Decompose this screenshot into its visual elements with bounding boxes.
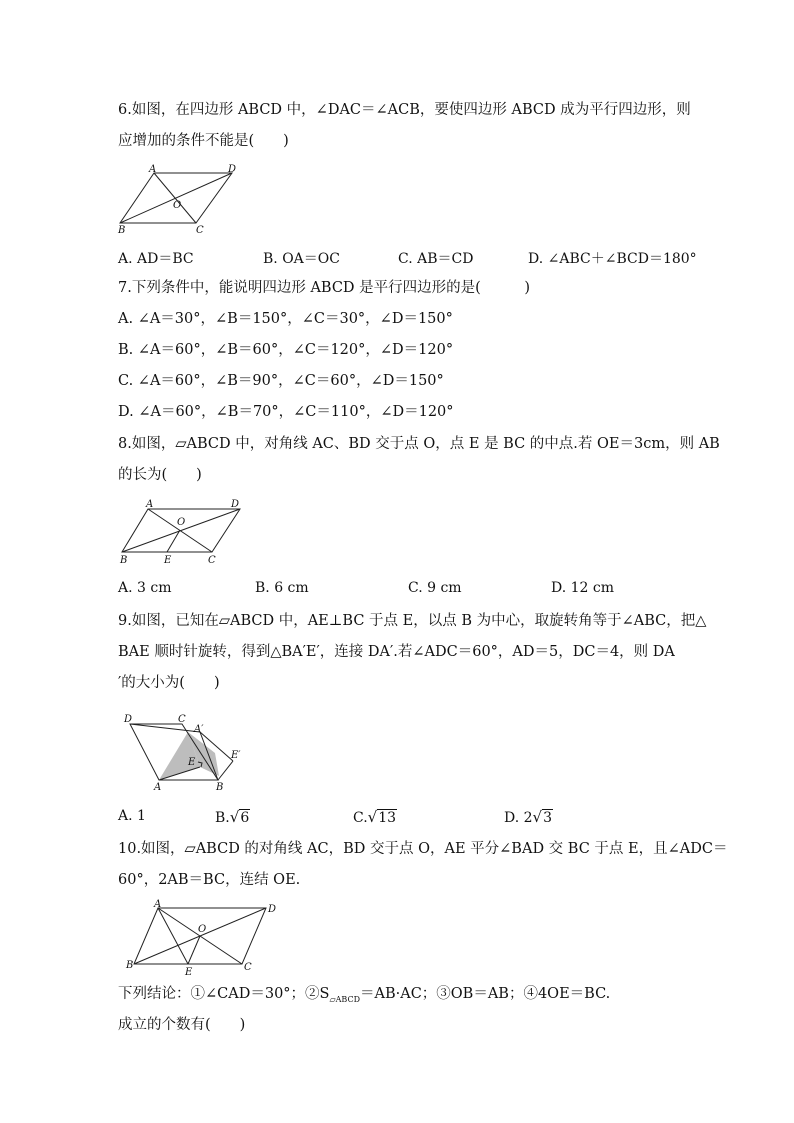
q9-option-c-radicand: 13: [378, 810, 397, 826]
q9-label-a: A: [154, 782, 162, 793]
q9-stem-line3: ′的大小为( ): [118, 675, 220, 691]
q10-conclusions-post: ＝AB·AC；③OB＝AB；④4OE＝BC.: [359, 986, 611, 1002]
q7-option-c: C. ∠A＝60°，∠B＝90°，∠C＝60°，∠D＝150°: [118, 373, 444, 389]
q8-label-a: A: [146, 499, 154, 510]
q10-stem-line2: 60°，2AB＝BC，连结 OE.: [118, 872, 301, 888]
q8-option-a: A. 3 cm: [118, 580, 172, 596]
q9-option-a: A. 1: [118, 808, 146, 824]
q9-option-d-radical: √3: [532, 808, 553, 826]
q9-label-c: C: [178, 714, 186, 725]
q8-option-d: D. 12 cm: [551, 580, 615, 596]
q10-label-e: E: [185, 967, 193, 978]
q9-label-e: E: [188, 757, 196, 768]
q6-option-b: B. OA＝OC: [263, 251, 340, 267]
q9-stem-line2: BAE 顺时针旋转，得到△BA′E′，连接 DA′.若∠ADC＝60°，AD＝5，DC＝4，则 DA: [118, 644, 675, 660]
q8-figure: [116, 497, 251, 569]
q9-label-e-prime: E′: [231, 750, 241, 761]
q7-stem: 7.下列条件中，能说明四边形 ABCD 是平行四边形的是( ): [118, 280, 530, 296]
q10-label-o: O: [198, 924, 207, 935]
q8-stem-line1: 8.如图，▱ABCD 中，对角线 AC、BD 交于点 O，点 E 是 BC 的中点.若 OE＝3cm，则 AB: [118, 436, 720, 452]
q6-label-a: A: [149, 164, 157, 175]
q7-option-d: D. ∠A＝60°，∠B＝70°，∠C＝110°，∠D＝120°: [118, 404, 454, 420]
q9-option-c-radical: √13: [367, 808, 397, 826]
q8-option-c: C. 9 cm: [408, 580, 462, 596]
q9-option-d-radicand: 3: [543, 810, 553, 826]
q9-figure: [116, 710, 246, 798]
q6-option-a: A. AD＝BC: [118, 251, 194, 267]
q7-option-a: A. ∠A＝30°，∠B＝150°，∠C＝30°，∠D＝150°: [118, 311, 453, 327]
q9-option-d-prefix: D. 2: [504, 810, 533, 826]
q10-figure: [116, 896, 286, 978]
q8-label-o: O: [177, 517, 186, 528]
q10-conclusions-pre: 下列结论：①∠CAD＝30°；②S: [118, 986, 330, 1002]
q8-stem-line2: 的长为( ): [118, 467, 202, 483]
q9-option-b: [215, 808, 250, 826]
q8-label-d: D: [231, 499, 240, 510]
q6-label-d: D: [228, 164, 237, 175]
q8-option-b: B. 6 cm: [255, 580, 309, 596]
q6-stem-line2: 应增加的条件不能是( ): [118, 133, 289, 149]
q6-label-o: O: [173, 200, 182, 211]
q6-option-d: D. ∠ABC＋∠BCD＝180°: [528, 251, 697, 267]
q9-label-b: B: [216, 782, 224, 793]
q6-option-c: C. AB＝CD: [398, 251, 474, 267]
q9-option-d: [504, 808, 553, 826]
q10-label-b: B: [126, 960, 134, 971]
q9-option-c-prefix: C.: [353, 810, 368, 826]
q6-label-b: B: [118, 225, 126, 235]
q8-label-b: B: [120, 555, 128, 566]
q10-label-a: A: [154, 899, 162, 910]
q10-label-c: C: [244, 962, 252, 973]
q6-stem-line1: 6.如图，在四边形 ABCD 中，∠DAC＝∠ACB，要使四边形 ABCD 成为平行四边形，则: [118, 102, 691, 118]
q8-label-e: E: [164, 555, 172, 566]
q9-option-b-radicand: 6: [240, 810, 250, 826]
q10-stem-line1: 10.如图，▱ABCD 的对角线 AC，BD 交于点 O，AE 平分∠BAD 交 BC 于点 E，且∠ADC＝: [118, 841, 728, 857]
q10-area-subscript: ▱ABCD: [329, 994, 360, 1004]
q6-figure: [116, 163, 246, 235]
q10-conclusions: [118, 985, 610, 1009]
q9-option-b-radical: √6: [229, 808, 250, 826]
q10-label-d: D: [268, 904, 277, 915]
q10-question-last: 成立的个数有( ): [118, 1017, 246, 1033]
q9-label-d: D: [124, 714, 133, 725]
q6-label-c: C: [196, 225, 204, 235]
q9-option-c: [353, 808, 397, 826]
q9-stem-line1: 9.如图，已知在▱ABCD 中，AE⊥BC 于点 E，以点 B 为中心，取旋转角等于∠ABC，把△: [118, 613, 707, 629]
q8-label-c: C: [208, 555, 216, 566]
q9-option-b-prefix: B.: [215, 810, 230, 826]
q7-option-b: B. ∠A＝60°，∠B＝60°，∠C＝120°，∠D＝120°: [118, 342, 454, 358]
q9-label-a-prime: A′: [194, 724, 204, 735]
